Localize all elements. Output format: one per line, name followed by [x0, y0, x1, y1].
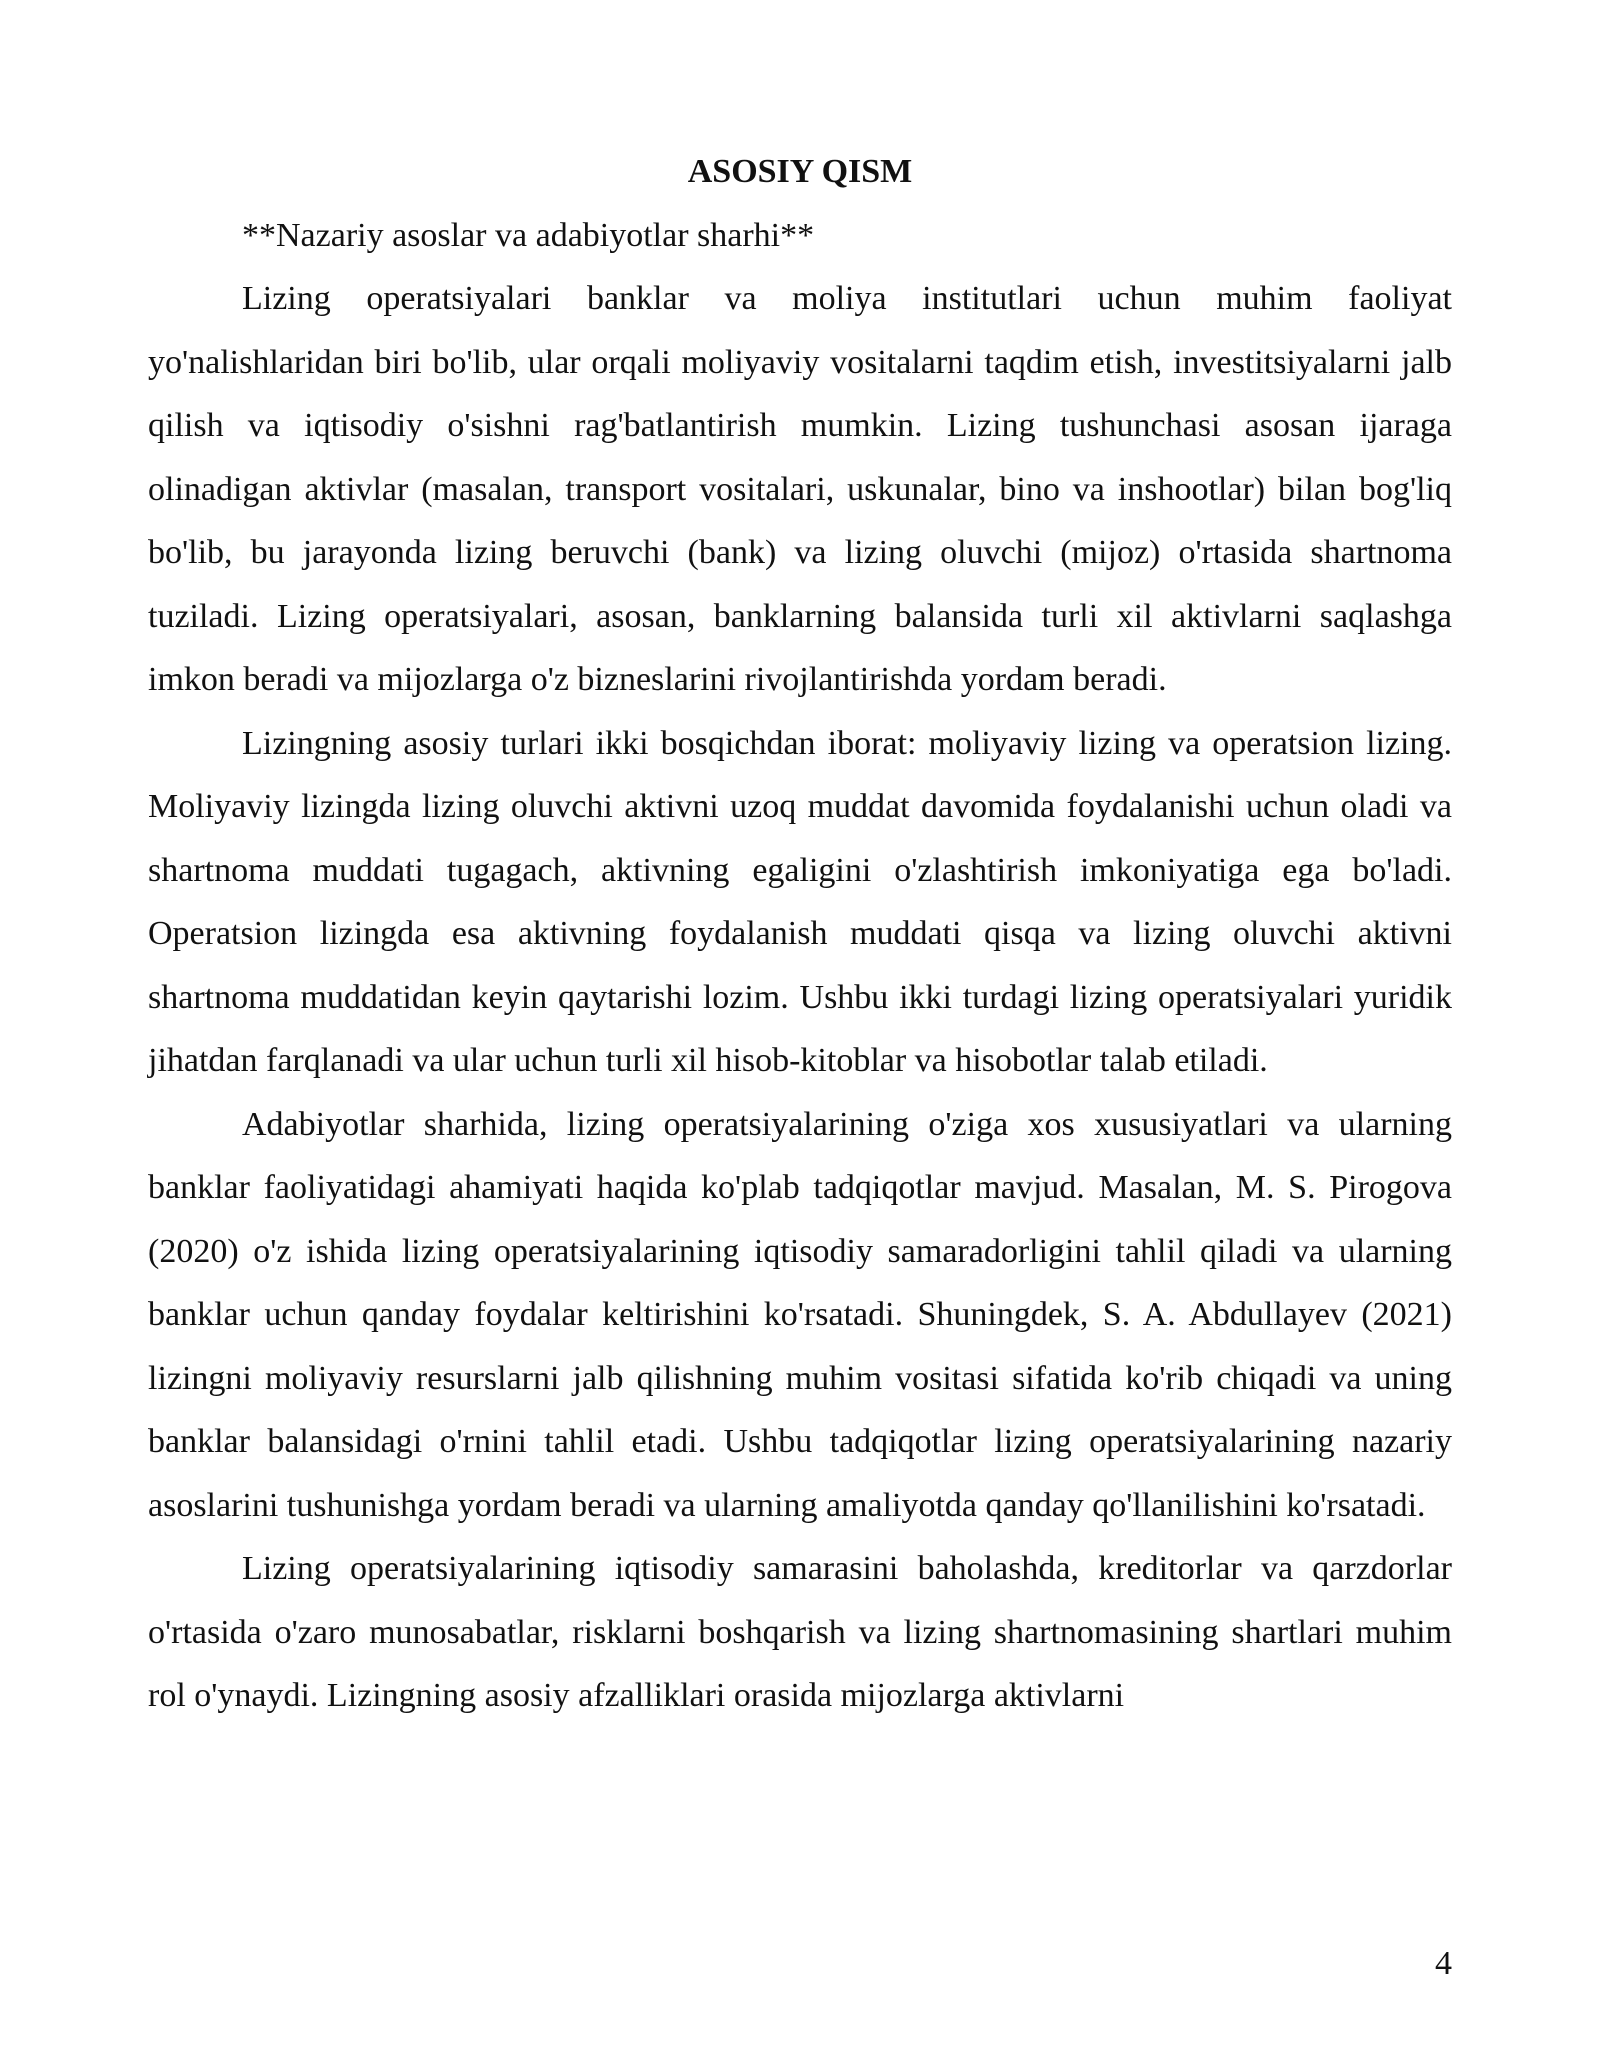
section-subtitle: **Nazariy asoslar va adabiyotlar sharhi**	[242, 216, 815, 254]
page-content	[148, 140, 1452, 1728]
page-number: 4	[1435, 1945, 1452, 1982]
paragraph-2: Lizingning asosiy turlari ikki bosqichdan iborat: moliyaviy lizing va operatsion lizing. Moliyaviy lizingda lizing oluvchi aktivni uzoq muddat davomida foydalanishi uchun oladi va shartnoma muddati tugagach, aktivning egaligini o'zlashtirish imkoniyatiga ega bo'ladi. Operatsion lizingda esa aktivning foydalanish muddati qisqa va lizing oluvchi aktivni shartnoma muddatidan keyin qaytarishi lozim. Ushbu ikki turdagi lizing operatsiyalari yuridik jihatdan farqlanadi va ular uchun turli xil hisob-kitoblar va hisobotlar talab etiladi.	[148, 724, 1452, 1079]
paragraph-1: Lizing operatsiyalari banklar va moliya institutlari uchun muhim faoliyat yo'nalishlaridan biri bo'lib, ular orqali moliyaviy vositalarni taqdim etish, investitsiyalarni jalb qilish va iqtisodiy o'sishni rag'batlantirish mumkin. Lizing tushunchasi asosan ijaraga olinadigan aktivlar (masalan, transport vositalari, uskunalar, bino va inshootlar) bilan bog'liq bo'lib, bu jarayonda lizing beruvchi (bank) va lizing oluvchi (mijoz) o'rtasida shartnoma tuziladi. Lizing operatsiyalari, asosan, banklarning balansida turli xil aktivlarni saqlashga imkon beradi va mijozlarga o'z bizneslarini rivojlantirishda yordam beradi.	[148, 280, 1452, 698]
section-title: ASOSIY QISM	[687, 153, 913, 190]
paragraph-4: Lizing operatsiyalarining iqtisodiy samarasini baholashda, kreditorlar va qarzdorlar o'rtasida o'zaro munosabatlar, risklarni boshqarish va lizing shartnomasining shartlari muhim rol o'ynaydi. Lizingning asosiy afzalliklari orasida mijozlarga aktivlarni	[148, 1550, 1452, 1714]
paragraph-3: Adabiyotlar sharhida, lizing operatsiyalarining o'ziga xos xususiyatlari va ularning banklar faoliyatidagi ahamiyati haqida ko'plab tadqiqotlar mavjud. Masalan, M. S. Pirogova (2020) o'z ishida lizing operatsiyalarining iqtisodiy samaradorligini tahlil qiladi va ularning banklar uchun qanday foydalar keltirishini ko'rsatadi. Shuningdek, S. A. Abdullayev (2021) lizingni moliyaviy resurslarni jalb qilishning muhim vositasi sifatida ko'rib chiqadi va uning banklar balansidagi o'rnini tahlil etadi. Ushbu tadqiqotlar lizing operatsiyalarining nazariy asoslarini tushunishga yordam beradi va ularning amaliyotda qanday qo'llanilishini ko'rsatadi.	[148, 1105, 1452, 1524]
